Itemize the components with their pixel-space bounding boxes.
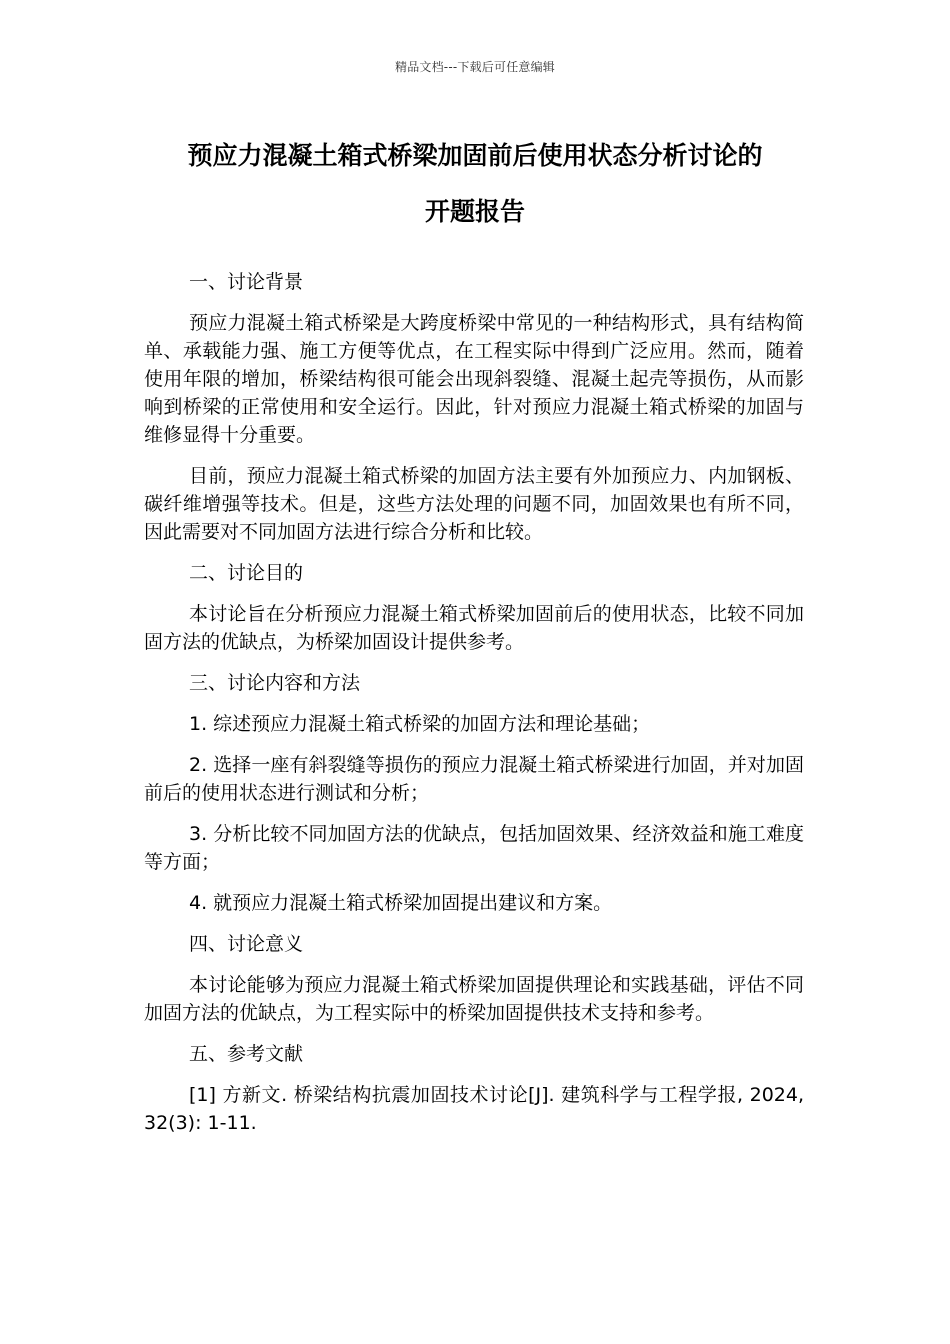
background-paragraph-2: 目前，预应力混凝土箱式桥梁的加固方法主要有外加预应力、内加钢板、碳纤维增强等技术。但是，这些方法处理的问题不同，加固效果也有所不同，因此需要对不同加固方法进行综合分析和比较。 xyxy=(144,465,804,543)
list-item: 4. 就预应力混凝土箱式桥梁加固提出建议和方案。 xyxy=(189,892,613,914)
document-title xyxy=(120,128,830,240)
list-item: 1. 综述预应力混凝土箱式桥梁的加固方法和理论基础； xyxy=(189,713,651,735)
reference-item: [1] 方新文. 桥梁结构抗震加固技术讨论[J]. 建筑科学与工程学报, 2024, 32(3): 1-11. xyxy=(144,1084,804,1134)
page-header-note: 精品文档---下载后可任意编辑 xyxy=(395,60,555,74)
title-line-2: 开题报告 xyxy=(424,197,525,226)
section-heading-significance: 四、讨论意义 xyxy=(189,933,304,955)
title-line-1: 预应力混凝土箱式桥梁加固前后使用状态分析讨论的 xyxy=(187,141,763,170)
significance-paragraph: 本讨论能够为预应力混凝土箱式桥梁加固提供理论和实践基础，评估不同加固方法的优缺点，为工程实际中的桥梁加固提供技术支持和参考。 xyxy=(144,974,804,1024)
document-body xyxy=(144,268,804,1150)
list-item: 2. 选择一座有斜裂缝等损伤的预应力混凝土箱式桥梁进行加固，并对加固前后的使用状态进行测试和分析； xyxy=(144,754,804,804)
background-paragraph-1: 预应力混凝土箱式桥梁是大跨度桥梁中常见的一种结构形式，具有结构简单、承载能力强、施工方便等优点，在工程实际中得到广泛应用。然而，随着使用年限的增加，桥梁结构很可能会出现斜裂缝、混凝土起壳等损伤，从而影响到桥梁的正常使用和安全运行。因此，针对预应力混凝土箱式桥梁的加固与维修显得十分重要。 xyxy=(144,312,804,446)
list-item: 3. 分析比较不同加固方法的优缺点，包括加固效果、经济效益和施工难度等方面； xyxy=(144,823,804,873)
section-heading-content-methods: 三、讨论内容和方法 xyxy=(189,672,361,694)
purpose-paragraph: 本讨论旨在分析预应力混凝土箱式桥梁加固前后的使用状态，比较不同加固方法的优缺点，为桥梁加固设计提供参考。 xyxy=(144,603,804,653)
section-heading-purpose: 二、讨论目的 xyxy=(189,562,304,584)
section-heading-references: 五、参考文献 xyxy=(189,1043,304,1065)
section-heading-background: 一、讨论背景 xyxy=(189,271,304,293)
